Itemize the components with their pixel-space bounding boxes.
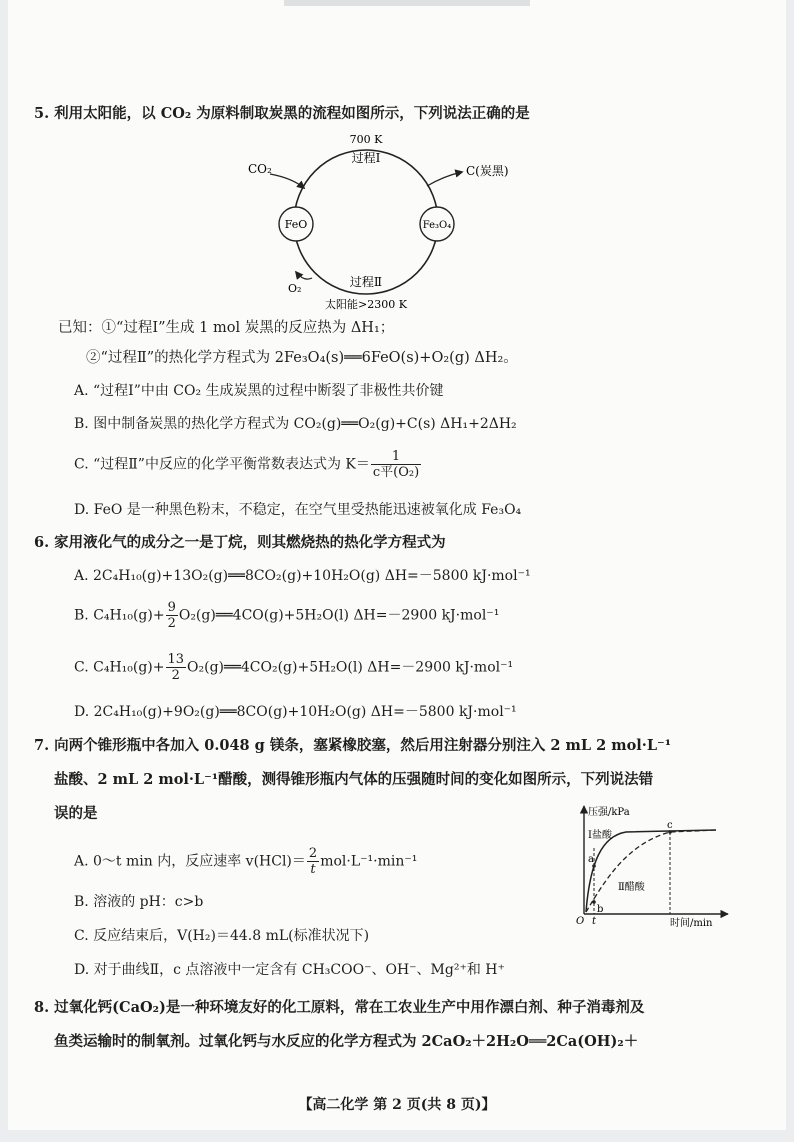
q6-option-b-fraction: $\frac{9}{2}$ — [167, 600, 176, 631]
q6-option-a[interactable]: A. 2C₄H₁₀(g)+13O₂(g)══8CO₂(g)+10H₂O(g) ΔH=－5800 kJ·mol⁻¹ — [74, 568, 531, 584]
q7-option-a-fraction: $\frac{2}{t}$ — [308, 846, 318, 877]
q5-option-c-fraction: $\frac{1}{\text{c平(O₂)}}$ — [372, 449, 420, 480]
process1-label: 过程Ⅰ — [351, 151, 381, 165]
q5-option-c[interactable] — [74, 449, 422, 480]
q5-option-b[interactable]: B. 图中制备炭黑的热化学方程式为 CO₂(g)══O₂(g)+C(s) ΔH₁+2ΔH₂ — [74, 416, 517, 432]
q6-option-b-pre: B. C₄H₁₀(g)+ — [74, 607, 165, 624]
exam-page — [8, 0, 786, 1130]
q6-option-b-post: O₂(g)══4CO(g)+5H₂O(l) ΔH=－2900 kJ·mol⁻¹ — [178, 607, 500, 624]
q7-option-c[interactable]: C. 反应结束后，V(H₂)＝44.8 mL(标准状况下) — [74, 928, 370, 944]
q5-known2: ②“过程Ⅱ”的热化学方程式为 2Fe₃O₄(s)══6FeO(s)+O₂(g) ΔH₂。 — [86, 350, 518, 366]
q6-option-c-fraction: $\frac{13}{2}$ — [167, 652, 185, 683]
bottom-cond-label: 太阳能>2300 K — [325, 298, 407, 311]
x-axis-label: 时间/min — [670, 918, 713, 929]
scan-edge — [284, 0, 530, 6]
page-footer: 【高二化学 第 2 页(共 8 页)】 — [298, 1097, 496, 1113]
q5-cycle-diagram — [208, 130, 538, 312]
curve-acetic — [586, 830, 716, 912]
q5-known1: 已知：①“过程Ⅰ”生成 1 mol 炭黑的反应热为 ΔH₁； — [58, 320, 395, 336]
t-label: t — [592, 916, 597, 927]
q5-option-a[interactable]: A. “过程Ⅰ”中由 CO₂ 生成炭黑的过程中断裂了非极性共价键 — [74, 383, 444, 399]
point-b-label: b — [597, 904, 604, 915]
point-c-label: c — [667, 820, 673, 831]
q7-option-d[interactable]: D. 对于曲线Ⅱ，c 点溶液中一定含有 CH₃COO⁻、OH⁻、Mg²⁺和 H⁺ — [74, 962, 505, 978]
q5-option-d[interactable]: D. FeO 是一种黑色粉末，不稳定，在空气里受热能迅速被氧化成 Fe₃O₄ — [74, 502, 522, 518]
q7-option-a-pre: A. 0～t min 内，反应速率 v(HCl)＝ — [74, 853, 306, 870]
feo-label: FeO — [284, 218, 308, 231]
o2-label: O₂ — [288, 282, 302, 295]
q7-stem-line2: 盐酸、2 mL 2 mol·L⁻¹醋酸，测得锥形瓶内气体的压强随时间的变化如图所示，下列说法错 — [54, 771, 654, 788]
carbon-label: C(炭黑) — [466, 164, 509, 178]
q7-option-b[interactable]: B. 溶液的 pH：c>b — [74, 894, 204, 910]
o2-arrow — [296, 272, 312, 279]
origin-label: O — [576, 916, 585, 927]
point-b — [592, 900, 596, 904]
q6-option-b[interactable] — [74, 600, 499, 631]
curve2-label: Ⅱ醋酸 — [618, 882, 645, 893]
co2-arrow — [270, 174, 304, 188]
q7-stem-line3: 误的是 — [54, 805, 98, 822]
q7-pressure-graph — [566, 802, 736, 930]
q6-option-c-post: O₂(g)══4CO₂(g)+5H₂O(l) ΔH=－2900 kJ·mol⁻¹ — [187, 659, 514, 676]
q5-stem: 5. 利用太阳能，以 CO₂ 为原料制取炭黑的流程如图所示，下列说法正确的是 — [34, 105, 530, 122]
q7-stem-line1: 7. 向两个锥形瓶中各加入 0.048 g 镁条，塞紧橡胶塞，然后用注射器分别注入 2 mL 2 mol·L⁻¹ — [34, 737, 672, 754]
y-axis-label: 压强/kPa — [588, 807, 630, 818]
q6-option-c[interactable] — [74, 652, 513, 683]
carbon-arrow — [427, 172, 462, 186]
co2-label: CO₂ — [248, 162, 272, 176]
process2-label: 过程Ⅱ — [349, 275, 383, 289]
cycle-circle — [294, 150, 438, 294]
q6-option-d[interactable]: D. 2C₄H₁₀(g)+9O₂(g)══8CO(g)+10H₂O(g) ΔH=－5800 kJ·mol⁻¹ — [74, 704, 517, 720]
q8-line2: 鱼类运输时的制氧剂。过氧化钙与水反应的化学方程式为 2CaO₂＋2H₂O══2Ca(OH)₂＋ — [54, 1033, 639, 1050]
top-temp-label: 700 K — [349, 133, 383, 146]
fe3o4-label: Fe₃O₄ — [422, 220, 452, 231]
q7-option-a-post: mol·L⁻¹·min⁻¹ — [320, 853, 418, 870]
curve1-label: Ⅰ盐酸 — [588, 830, 612, 841]
q5-option-c-text: C. “过程Ⅱ”中反应的化学平衡常数表达式为 K＝ — [74, 456, 370, 473]
curve-hcl — [586, 830, 716, 912]
point-a-label: a — [588, 854, 594, 865]
q6-option-c-pre: C. C₄H₁₀(g)+ — [74, 659, 165, 676]
q8-line1: 8. 过氧化钙(CaO₂)是一种环境友好的化工原料，常在工农业生产中用作漂白剂、种子消毒剂及 — [34, 999, 645, 1016]
q7-option-a[interactable] — [74, 846, 417, 877]
q6-stem: 6. 家用液化气的成分之一是丁烷，则其燃烧热的热化学方程式为 — [34, 534, 446, 551]
